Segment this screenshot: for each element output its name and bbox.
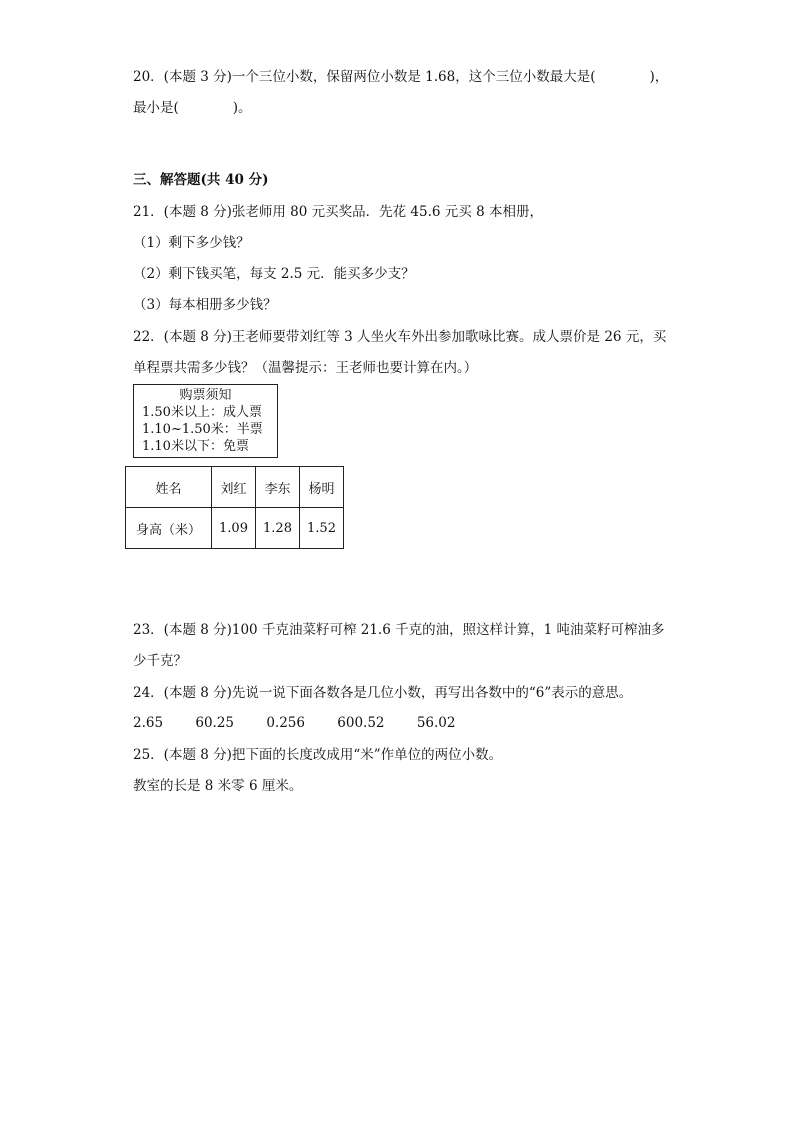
q21-stem: 21．(本题 8 分)张老师用 80 元买奖品．先花 45.6 元买 8 本相册， bbox=[133, 204, 543, 220]
q24-numbers bbox=[133, 715, 483, 731]
table-cell: 李东 bbox=[256, 467, 300, 508]
table-cell: 1.52 bbox=[300, 508, 344, 549]
q22-line2: 单程票共需多少钱？（温馨提示：王老师也要计算在内。） bbox=[133, 360, 478, 376]
notice-title: 购票须知 bbox=[179, 388, 232, 403]
ticket-notice-box bbox=[133, 384, 278, 458]
number-item: 60.25 bbox=[195, 715, 235, 731]
q22-line1: 22．(本题 8 分)王老师要带刘红等 3 人坐火车外出参加歌咏比赛。成人票价是 26 元，买 bbox=[133, 329, 667, 345]
section3-title: 三、解答题(共 40 分) bbox=[133, 172, 269, 188]
table-cell: 身高（米） bbox=[126, 508, 212, 549]
notice-row: 1.50米以上：成人票 bbox=[142, 405, 262, 420]
table-row bbox=[126, 508, 344, 549]
q23-line2: 少千克？ bbox=[133, 653, 187, 669]
q23-line1: 23．(本题 8 分)100 千克油菜籽可榨 21.6 千克的油，照这样计算，1 吨油菜籽可榨油多 bbox=[133, 622, 665, 638]
q21-sub1: （1）剩下多少钱？ bbox=[133, 235, 250, 251]
notice-row: 1.10~1.50米：半票 bbox=[142, 422, 263, 437]
table-cell: 1.28 bbox=[256, 508, 300, 549]
table-header-row bbox=[126, 467, 344, 508]
q24-stem: 24．(本题 8 分)先说一说下面各数各是几位小数，再写出各数中的“6”表示的意思。 bbox=[133, 685, 633, 701]
q25-stem: 25．(本题 8 分)把下面的长度改成用“米”作单位的两位小数。 bbox=[133, 747, 503, 763]
table-cell: 杨明 bbox=[300, 467, 344, 508]
q21-sub3: （3）每本相册多少钱？ bbox=[133, 297, 277, 313]
number-item: 2.65 bbox=[133, 715, 164, 731]
q21-sub2: （2）剩下钱买笔，每支 2.5 元．能买多少支？ bbox=[133, 266, 415, 282]
number-item: 0.256 bbox=[266, 715, 305, 731]
table-cell: 姓名 bbox=[126, 467, 212, 508]
notice-row: 1.10米以下：免票 bbox=[142, 439, 249, 454]
q20-line1: 20．(本题 3 分)一个三位小数，保留两位小数是 1.68，这个三位小数最大是( )， bbox=[133, 69, 669, 85]
table-cell: 刘红 bbox=[212, 467, 256, 508]
q25-line2: 教室的长是 8 米零 6 厘米。 bbox=[133, 778, 303, 794]
height-table bbox=[125, 466, 344, 549]
number-item: 600.52 bbox=[337, 715, 385, 731]
q20-line2: 最小是( )。 bbox=[133, 100, 252, 116]
number-item: 56.02 bbox=[416, 715, 456, 731]
table-cell: 1.09 bbox=[212, 508, 256, 549]
